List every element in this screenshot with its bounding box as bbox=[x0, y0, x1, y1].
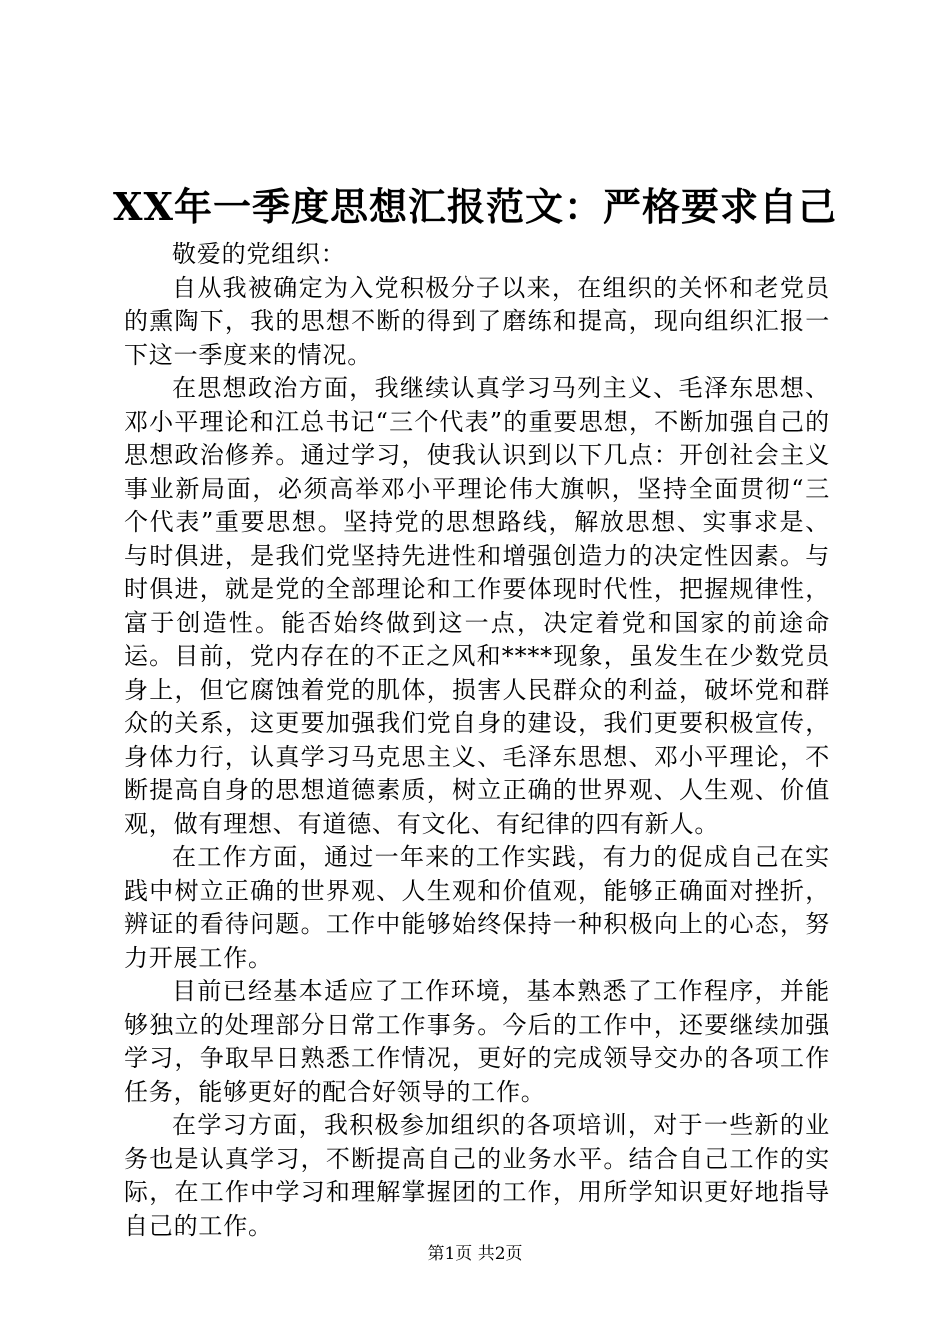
document-body bbox=[124, 238, 830, 1243]
paragraph-work-adaptation: 目前已经基本适应了工作环境，基本熟悉了工作程序，并能够独立的处理部分日常工作事务。今后的工作中，还要继续加强学习，争取早日熟悉工作情况，更好的完成领导交办的各项工作任务，能够更好的配合好领导的工作。 bbox=[124, 977, 830, 1106]
page-footer: 第1页 共2页 bbox=[427, 1244, 523, 1264]
paragraph-study: 在学习方面，我积极参加组织的各项培训，对于一些新的业务也是认真学习，不断提高自己的业务水平。结合自己工作的实际，在工作中学习和理解掌握团的工作，用所学知识更好地指导自己的工作。 bbox=[124, 1111, 830, 1240]
paragraph-political-thought: 在思想政治方面，我继续认真学习马列主义、毛泽东思想、邓小平理论和江总书记“三个代表”的重要思想，不断加强自己的思想政治修养。通过学习，使我认识到以下几点：开创社会主义事业新局面，必须高举邓小平理论伟大旗帜，坚持全面贯彻“三个代表”重要思想。坚持党的思想路线，解放思想、实事求是、与时俱进，是我们党坚持先进性和增强创造力的决定性因素。与时俱进，就是党的全部理论和工作要体现时代性，把握规律性，富于创造性。能否始终做到这一点，决定着党和国家的前途命运。目前，党内存在的不正之风和****现象，虽发生在少数党员身上，但它腐蚀着党的肌体，损害人民群众的利益，破坏党和群众的关系，这更要加强我们党自身的建设，我们更要积极宣传，身体力行，认真学习马克思主义、毛泽东思想、邓小平理论，不断提高自身的思想道德素质，树立正确的世界观、人生观、价值观，做有理想、有道德、有文化、有纪律的四有新人。 bbox=[124, 374, 830, 838]
paragraph-intro: 自从我被确定为入党积极分子以来，在组织的关怀和老党员的熏陶下，我的思想不断的得到了磨练和提高，现向组织汇报一下这一季度来的情况。 bbox=[124, 273, 830, 369]
document-title: XX年一季度思想汇报范文：严格要求自己 bbox=[113, 184, 837, 229]
salutation: 敬爱的党组织： bbox=[172, 240, 346, 268]
paragraph-work: 在工作方面，通过一年来的工作实践，有力的促成自己在实践中树立正确的世界观、人生观和价值观，能够正确面对挫折，辨证的看待问题。工作中能够始终保持一种积极向上的心态，努力开展工作。 bbox=[124, 843, 830, 972]
